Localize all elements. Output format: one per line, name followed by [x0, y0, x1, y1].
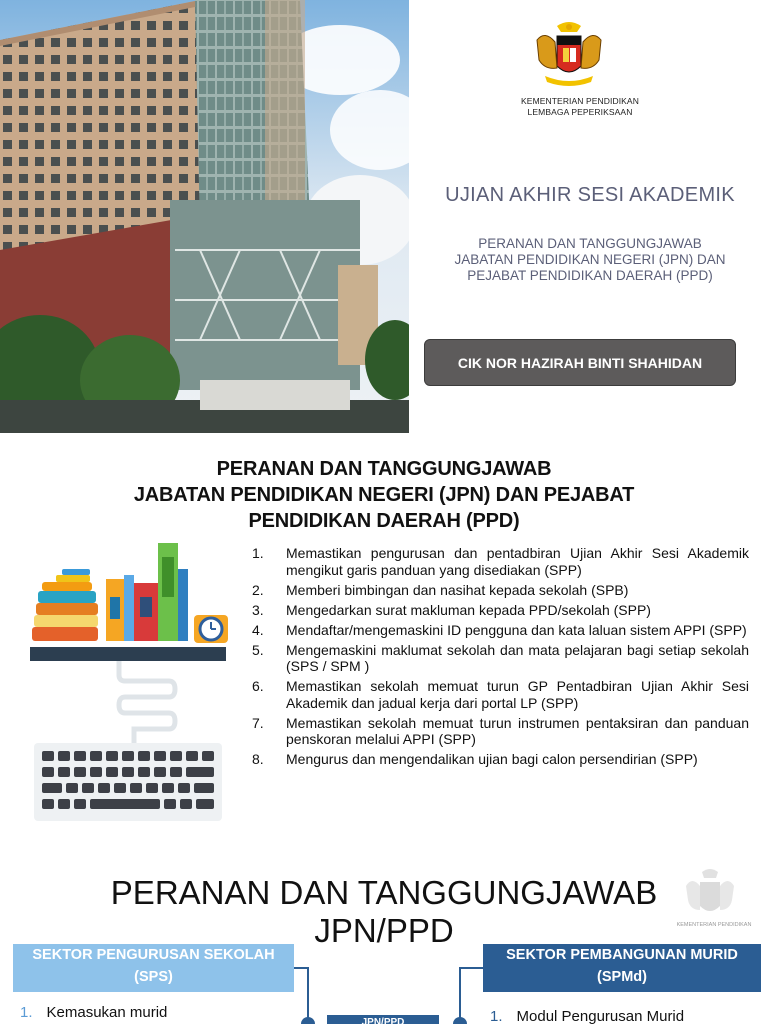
- item-text: Mengemaskini maklumat sekolah dan mata pelajaran bagi setiap sekolah (SPS / SPM ): [286, 641, 749, 674]
- list-item: [252, 678, 749, 711]
- list-item: [252, 642, 749, 675]
- ministry-name: [480, 96, 680, 118]
- spmd-line-2: (SPMd): [597, 969, 647, 985]
- building-photo: [0, 0, 409, 433]
- item-number: 2.: [252, 581, 264, 598]
- sps-line-2: (SPS): [134, 969, 173, 985]
- heading-line-1: PERANAN DAN TANGGUNGJAWAB: [216, 458, 552, 480]
- coat-of-arms-watermark-icon: [680, 868, 740, 928]
- item-text: Mengedarkan surat makluman kepada PPD/sekolah (SPP): [286, 601, 651, 618]
- malaysia-coat-of-arms-logo: [527, 20, 611, 94]
- list-item: [252, 751, 749, 768]
- item-number: 1.: [20, 1004, 33, 1021]
- slide-heading: [30, 874, 738, 950]
- item-number: 7.: [252, 714, 264, 731]
- subtitle-line-2: JABATAN PENDIDIKAN NEGERI (JPN) DAN: [454, 252, 726, 267]
- watermark-caption: KEMENTERIAN PENDIDIKAN: [676, 922, 752, 928]
- responsibility-list: [252, 545, 749, 771]
- presenter-name-button[interactable]: CIK NOR HAZIRAH BINTI SHAHIDAN: [424, 339, 736, 386]
- ministry-line-1: KEMENTERIAN PENDIDIKAN: [521, 96, 639, 106]
- list-item: [252, 582, 749, 599]
- heading-line-1: PERANAN DAN TANGGUNGJAWAB: [110, 874, 658, 911]
- item-text: Memastikan pengurusan dan pentadbiran Ujian Akhir Sesi Akademik mengikut garis panduan yang disediakan (SPP): [286, 545, 749, 578]
- slide-title: UJIAN AKHIR SESI AKADEMIK: [445, 184, 735, 206]
- item-number: 1.: [490, 1008, 503, 1024]
- sps-list-item: [20, 1004, 167, 1021]
- item-number: 5.: [252, 641, 264, 658]
- item-number: 3.: [252, 601, 264, 618]
- responsibilities-slide: [0, 447, 768, 842]
- spmd-line-1: SEKTOR PEMBANGUNAN MURID: [506, 947, 738, 963]
- sps-line-1: SEKTOR PENGURUSAN SEKOLAH: [32, 947, 275, 963]
- item-text: Modul Pengurusan Murid: [516, 1008, 685, 1024]
- list-item: [252, 602, 749, 619]
- title-slide: [0, 0, 768, 433]
- sector-roles-slide: [0, 858, 768, 1024]
- item-text: Memastikan sekolah memuat turun GP Pentadbiran Ujian Akhir Sesi Akademik dan jadual kerja dari portal LP (SPP): [286, 678, 749, 711]
- item-text: Memberi bimbingan dan nasihat kepada sekolah (SPB): [286, 581, 629, 598]
- jpn-ppd-center-box: JPN/PPD: [327, 1015, 439, 1024]
- item-text: Mendaftar/mengemaskini ID pengguna dan kata laluan sistem APPI (SPP): [286, 621, 747, 638]
- heading-line-2: JPN/PPD: [314, 912, 454, 949]
- heading-line-3: PENDIDIKAN DAERAH (PPD): [248, 510, 520, 532]
- subtitle-line-3: PEJABAT PENDIDIKAN DAERAH (PPD): [467, 268, 713, 283]
- slide-heading: [0, 456, 768, 534]
- spmd-sector-box: [483, 944, 761, 992]
- subtitle-line-1: PERANAN DAN TANGGUNGJAWAB: [478, 236, 702, 251]
- item-number: 6.: [252, 678, 264, 694]
- sps-sector-box: [13, 944, 294, 992]
- slide-subtitle: [415, 236, 765, 284]
- item-number: 8.: [252, 751, 264, 767]
- ministry-line-2: LEMBAGA PEPERIKSAAN: [527, 107, 633, 117]
- item-number: 1.: [252, 545, 264, 561]
- spmd-list-item: [490, 1008, 684, 1024]
- heading-line-2: JABATAN PENDIDIKAN NEGERI (JPN) DAN PEJABAT: [133, 484, 635, 506]
- item-text: Mengurus dan mengendalikan ujian bagi calon persendirian (SPP): [286, 751, 698, 767]
- books-keyboard-illustration: [24, 537, 234, 827]
- list-item: [252, 545, 749, 578]
- item-number: 4.: [252, 621, 264, 638]
- list-item: [252, 715, 749, 748]
- item-text: Memastikan sekolah memuat turun instrumen pentaksiran dan panduan penskoran melalui APPI (SPP): [286, 714, 749, 747]
- item-text: Kemasukan murid: [46, 1004, 168, 1021]
- list-item: [252, 622, 749, 639]
